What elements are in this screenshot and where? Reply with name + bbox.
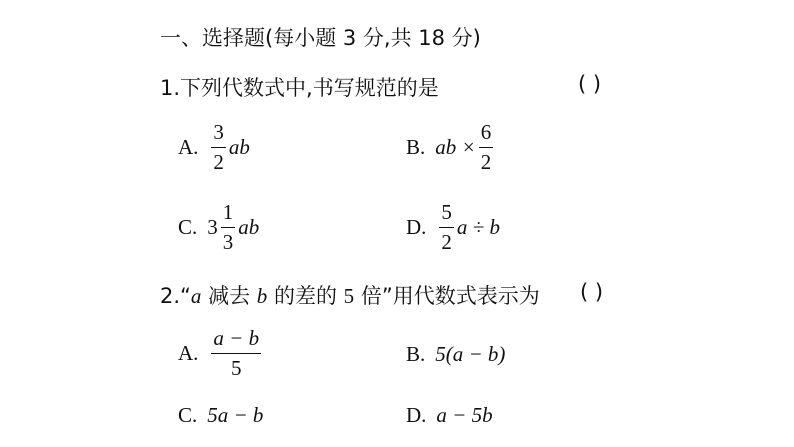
denominator: 2 xyxy=(480,150,492,174)
option-label: D. xyxy=(406,403,427,427)
option-label: B. xyxy=(406,135,426,159)
section-title: 一、选择题(每小题 3 分,共 18 分) xyxy=(160,26,481,50)
option-label: C. xyxy=(178,215,198,239)
stem-text: 倍”用代数式表示为 xyxy=(354,284,540,308)
expression-tail: ab xyxy=(238,215,260,239)
denominator: 2 xyxy=(441,230,452,254)
fraction xyxy=(439,202,454,253)
q1-option-d[interactable] xyxy=(406,202,500,253)
expression-tail: a ÷ b xyxy=(456,215,500,239)
option-label: D. xyxy=(406,215,427,239)
fraction xyxy=(479,122,494,173)
q2-option-d[interactable] xyxy=(406,403,493,428)
whole-number: 3 xyxy=(207,215,218,239)
expression-tail: ab xyxy=(228,135,250,159)
denominator: 2 xyxy=(213,150,224,174)
expression: a − 5b xyxy=(436,403,493,427)
question-2-answer-paren[interactable]: ( ) xyxy=(580,280,604,304)
numerator: 6 xyxy=(480,120,492,144)
fraction xyxy=(221,202,236,253)
numerator: 1 xyxy=(222,200,234,224)
question-1-answer-paren[interactable]: ( ) xyxy=(578,72,602,96)
stem-prefix: 2.“ xyxy=(160,284,191,308)
option-label: B. xyxy=(406,342,426,366)
option-label: A. xyxy=(178,341,199,365)
q1-option-c[interactable] xyxy=(178,202,259,253)
option-label: A. xyxy=(178,135,199,159)
q1-option-a[interactable] xyxy=(178,122,250,173)
stem-text: 减去 xyxy=(201,284,257,308)
expression: 5a − b xyxy=(207,403,264,427)
q1-option-b[interactable] xyxy=(406,122,496,173)
q2-option-a[interactable] xyxy=(178,328,264,379)
denominator: 5 xyxy=(231,356,242,380)
question-1-stem: 1.下列代数式中,书写规范的是 xyxy=(160,76,439,100)
option-label: C. xyxy=(178,403,198,427)
question-2-stem xyxy=(160,280,540,310)
fraction xyxy=(211,328,261,379)
numerator: a − b xyxy=(213,326,260,350)
number-five: 5 xyxy=(343,284,355,308)
numerator: 5 xyxy=(441,200,452,224)
expression-head: ab × xyxy=(435,135,476,159)
q2-option-c[interactable] xyxy=(178,403,263,428)
stem-text: 的差的 xyxy=(267,284,344,308)
denominator: 3 xyxy=(222,230,234,254)
expression: 5(a − b) xyxy=(435,342,506,366)
variable-a: a xyxy=(190,284,202,308)
fraction xyxy=(211,122,226,173)
q2-option-b[interactable] xyxy=(406,342,505,367)
variable-b: b xyxy=(256,284,268,308)
numerator: 3 xyxy=(213,120,224,144)
